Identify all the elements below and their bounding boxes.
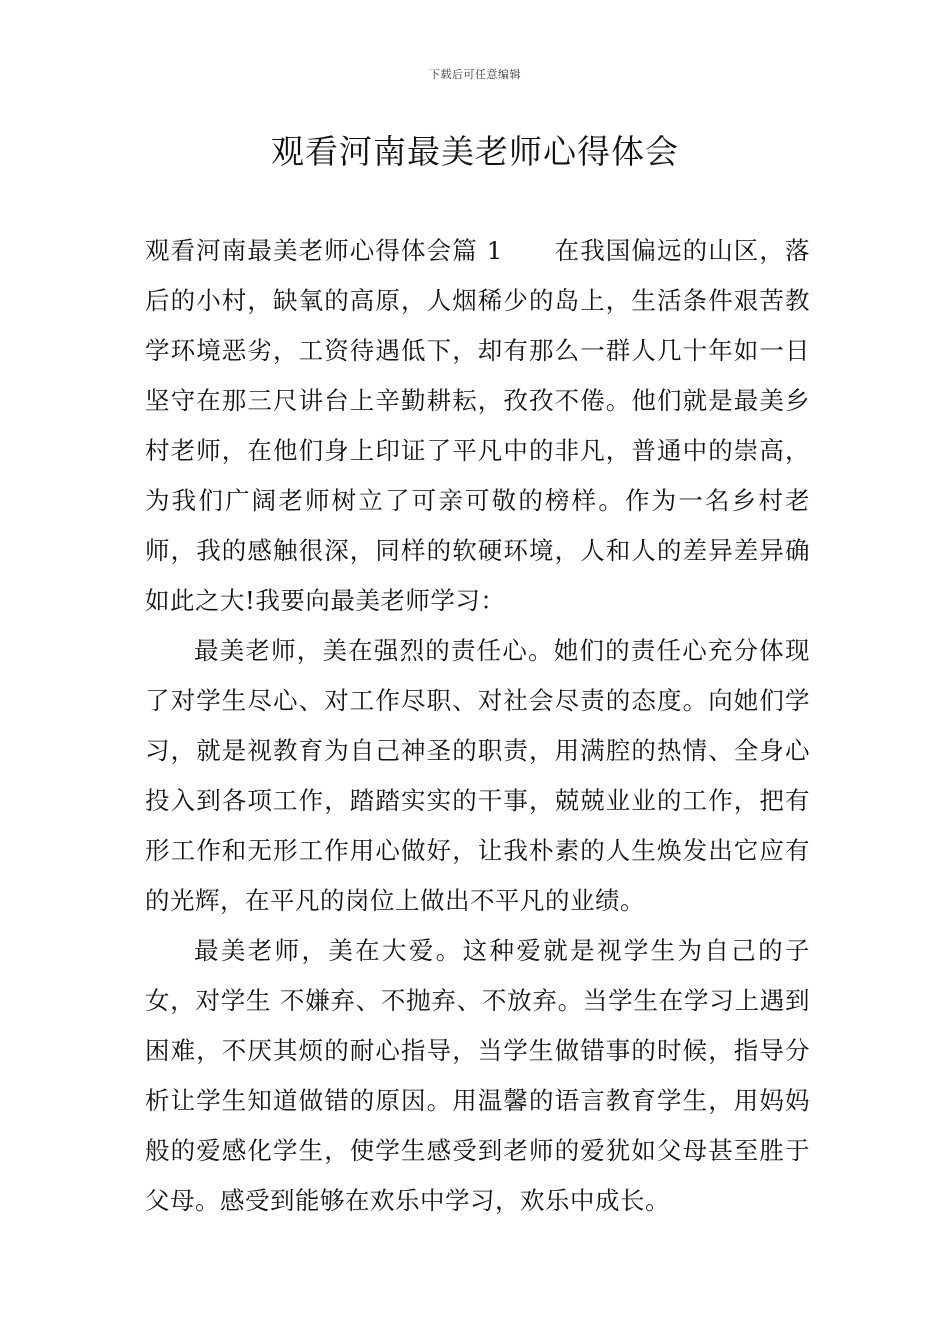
paragraph-intro: 观看河南最美老师心得体会篇 1 在我国偏远的山区，落后的小村，缺氧的高原，人烟稀少的岛上，生活条件艰苦教学环境恶劣，工资待遇低下，却有那么一群人几十年如一日坚守在那三尺讲台上辛勤耕耘，孜孜不倦。他们就是最美乡村老师，在他们身上印证了平凡中的非凡，普通中的崇高，为我们广阔老师树立了可亲可敬的榜样。作为一名乡村老师，我的感触很深，同样的软硬环境，人和人的差异差异确如此之大!我要向最美老师学习： — [145, 236, 810, 615]
header-note: 下载后可任意编辑 — [429, 68, 521, 81]
paragraph-responsibility: 最美老师，美在强烈的责任心。她们的责任心充分体现了对学生尽心、对工作尽职、对社会尽责的态度。向她们学习，就是视教育为自己神圣的职责，用满腔的热情、全身心投入到各项工作，踏踏实实的干事，兢兢业业的工作，把有形工作和无形工作用心做好，让我朴素的人生焕发出它应有的光辉，在平凡的岗位上做出不平凡的业绩。 — [145, 636, 810, 915]
document-body — [145, 226, 810, 1226]
paragraph-great-love: 最美老师，美在大爱。这种爱就是视学生为自己的子女，对学生 不嫌弃、不抛弃、不放弃。当学生在学习上遇到困难，不厌其烦的耐心指导，当学生做错事的时候，指导分析让学生知道做错的原因。用温馨的语言教育学生，用妈妈般的爱感化学生，使学生感受到老师的爱犹如父母甚至胜于父母。感受到能够在欢乐中学习，欢乐中成长。 — [145, 936, 810, 1215]
document-title: 观看河南最美老师心得体会 — [271, 132, 679, 171]
